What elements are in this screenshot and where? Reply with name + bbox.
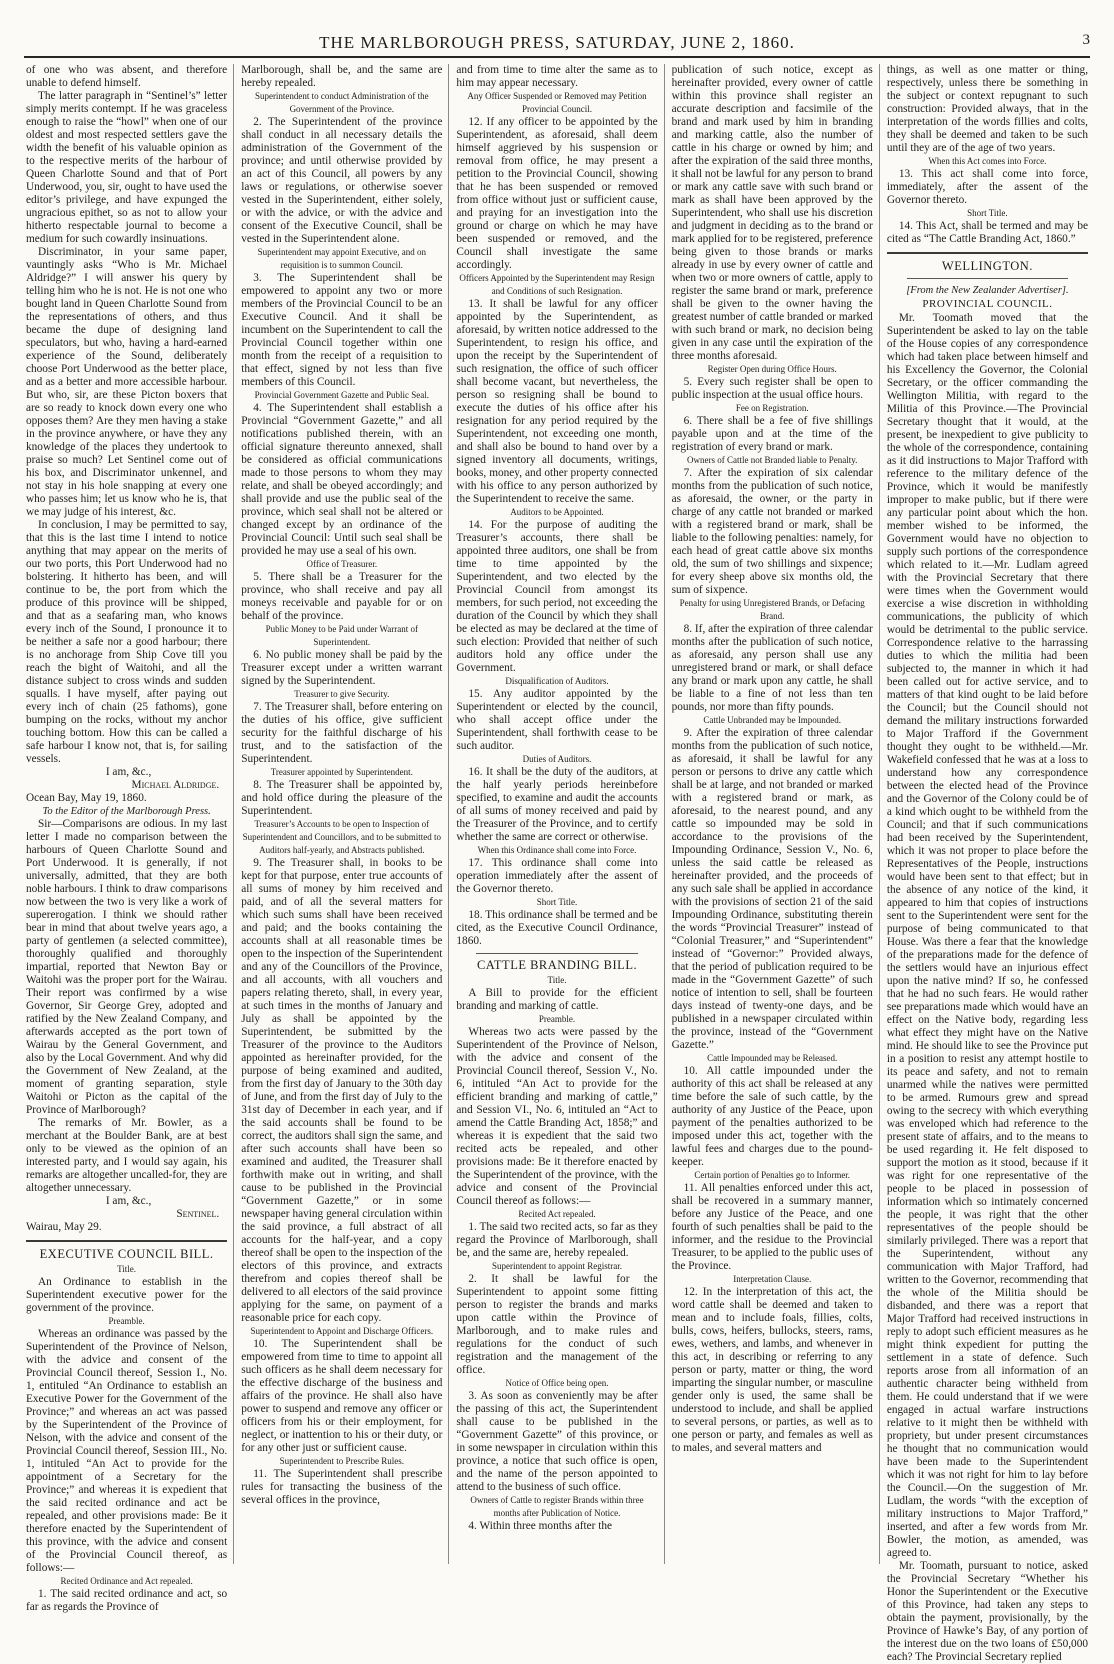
side-heading: Short Title. xyxy=(967,208,1008,218)
paragraph: 1. The said recited ordinance and act, so far as regards the Province of xyxy=(26,1588,228,1613)
side-heading: Disqualification of Auditors. xyxy=(505,676,609,686)
paragraph: 1. The said two recited acts, so far as they regard the Province of Marlborough, shall be, and the same are, hereby repealed. xyxy=(456,1221,658,1259)
side-heading: Recited Act repealed. xyxy=(518,1209,596,1219)
side-heading: Cattle Unbranded may be Impounded. xyxy=(703,715,842,725)
masthead xyxy=(24,30,1090,58)
side-heading: Certain portion of Penalties go to Informer. xyxy=(694,1170,851,1180)
section-divider xyxy=(907,278,1068,279)
paragraph: 4. Within three months after the xyxy=(468,1520,613,1532)
paragraph: 14. For the purpose of auditing the Treasurer’s accounts, there shall be appointed three auditors, one shall be from time to time appointed by the Superintendent, and two elected by the Provincial Council from amongst its members, for such period, not exceeding the duration of the Council by which they shall be elected as may be declared at the time of such election: Provided that neither of such auditors hold any office under the Government. xyxy=(456,519,658,674)
paragraph: 3. The Superintendent shall be empowered to appoint any two or more members of the Provincial Council to be an Executive Council. And it shall be incumbent on the Superintendent to call the Provincial Council together within one month from the receipt of a requisition to that effect, signed by not less than five members of this Council. xyxy=(241,272,443,388)
paragraph: of one who was absent, and therefore unable to defend himself. xyxy=(26,64,228,89)
paragraph: Sir—Comparisons are odious. In my last letter I made no comparison between the harbours of Queen Charlotte Sound and Port Underwood. It is generally, if not universally, admitted, that they are both noble harbours. I think to draw comparisons now between the two is very like a work of supererogation. I think we should rather bear in mind that about twelve years ago, a party of gentlemen (a selected committee), thoroughly qualified and thoroughly impartial, reported that Newton Bay or Waitohi was the proper port for the Wairau. Their report was confirmed by a wise Governor, Sir George Grey, adopted and ratified by the New Zealand Company, and afterwards accepted as the port town of Wairau by the General Government, and also by the Local Government. And why did the Government of New Zealand, at the moment of granting separation, style Waitohi or Picton as the capital of the Province of Marlborough? xyxy=(26,818,228,1116)
page-number: 3 xyxy=(1082,32,1090,48)
paragraph: In conclusion, I may be permitted to say, that this is the last time I intend to notice anything that may appear on the merits of our two ports, this Port Underwood had no bolstering. It hitherto has been, and will continue to be, the port from which the produce of this province will be shipped, and that as a seafaring man, who knows every inch of the Sound, I pronounce it to be neither a safe nor a good harbour; there is no anchorage from Ship Cove till you reach the bight of Waitohi, and all the distance subject to cross winds and sudden squalls. I have myself, after paying out every inch of chain (25 fathoms), gone bumping on the rocks, without my anchor touching bottom. How this can be called a safe harbour I know not, that is, for sailing vessels. xyxy=(26,519,228,765)
section-divider xyxy=(887,252,1088,254)
section-divider xyxy=(476,953,637,954)
paragraph: 7. The Treasurer shall, before entering on the duties of his office, give sufficient security for the faithful discharge of his trust, and to the satisfaction of the Superintendent. xyxy=(241,701,443,765)
side-heading: Treasurer to give Security. xyxy=(294,689,390,699)
side-heading: Treasurer appointed by Superintendent. xyxy=(270,767,413,777)
paragraph: 8. The Treasurer shall be appointed by, and hold office during the pleasure of the Superintendent. xyxy=(241,779,443,817)
paragraph: 11. The Superintendent shall prescribe rules for transacting the business of the several offices in the province, xyxy=(241,1468,443,1506)
paragraph: An Ordinance to establish in the Superintendent executive power for the government of the province. xyxy=(26,1276,228,1314)
side-heading: Title. xyxy=(547,975,567,985)
paragraph: Mr. Toomath, pursuant to notice, asked the Provincial Secretary “Whether his Honor the Superintendent or the Executive of this Province, had taken any steps to obtain the payment, provisionally, by the Province of Hawke’s Bay, of any portion of the interest due on the two loans of £50,000 each? The Provincial Secretary replied xyxy=(886,1560,1089,1663)
side-heading: Superintendent to Prescribe Rules. xyxy=(279,1456,405,1466)
side-heading: Any Officer Suspended or Removed may Petition Provincial Council. xyxy=(467,91,647,114)
bill-title: EXECUTIVE COUNCIL BILL. xyxy=(39,1247,214,1261)
paragraph: 10. The Superintendent shall be empowered from time to time to appoint all such officers as he shall deem necessary for the effective discharge of the business and affairs of the province. He shall also have power to suspend and remove any officer or officers from his or their employment, for neglect, or inattention to his or their duty, or for any other just or sufficient cause. xyxy=(241,1338,443,1454)
paragraph: Mr. Toomath moved that the Superintendent be asked to lay on the table of the House copies of any correspondence which had taken place between himself and his Excellency the Governor, the Colonial Secretary, or the officer commanding the Wellington Militia, with regard to the Militia of this Province.—The Provincial Secretary thought that it would, at the present, be inexpedient to give publicity to the whole of the correspondence, containing as it did instructions to Major Trafford with reference to the military defence of the Province, which it would be manifestly improper to make public, but if there were any particular point about which the hon. member wished to be informed, the Government would have no objection to supply such portions of the correspondence which related to it.—Mr. Ludlam agreed with the Provincial Secretary that there were times when the Government would exercise a wise discretion in withholding communications, the publicity of which would be detrimental to the public service. Correspondence relative to the harrassing duties to which the militia had been subjected to, the manner in which it had been called out for active service, and to matters of that kind ought to be laid before the Council; but the Council should not demand the military instructions forwarded to Major Trafford if the Government thought they ought to be withheld.—Mr. Wakefield confessed that he was at a loss to understand how any correspondence between the elected head of the Province and the Governor of the Colony could be of a kind which ought to be withheld from the Council; and that if such communications had been received by the Superintendent, which it was not proper to place before the Representatives of the People, instructions would have been sent to that effect; but in the absence of any notice of the kind, it appeared to him that copies of instructions sent to the Superintendent were sent for the purpose of being communicated to that House. Was there a fear that the knowledge of the preparations made for the defence of the settlers would have an injurious effect upon the native mind? If so, he confessed that he had no such fears. He would rather see preparations made which would have an effect on the Native body, regarding less what effect they might have on the Native mind. He should like to see the Province put in a position to resist any attempt hostile to its peace and safety, and not to remain unarmed while the natives were permitted to be armed. Rumours grew and spread owing to the secrecy with which everything was enveloped which had reference to the present state of affairs, and to the means to be used regarding it. He felt disposed to support the motion as it stood, because if it was right for one representative of the people to be placed in possession of information which so intimately concerned the people, it was right that the other representatives of the people should be similarly privileged. There was a report that the Superintendent, without any communication with Major Trafford, had written to the Governor, recommending that the whole of the Militia should be disbanded, and there was a report that Major Trafford had received instructions in reply to adopt such efficient measures as he might think expedient for putting the settlement in a state of defence. Such reports arose from all information of an authentic character being withheld from them. He could understand that if we were engaged in actual warfare instructions relative to it might then be withheld with propriety, but under present circumstances he thought that no communication would have been made to the Superintendent which it was not right for him to lay before the Council.—On the suggestion of Mr. Ludlam, the words “with the exception of military instructions to Major Trafford,” inserted, and after a few words from Mr. Bowler, the motion, as amended, was agreed to. xyxy=(886,312,1089,1559)
paragraph: 5. There shall be a Treasurer for the province, who shall receive and pay all moneys receivable and payable for or on behalf of the province. xyxy=(241,571,443,622)
paragraph: 6. No public money shall be paid by the Treasurer except under a written warrant signed by the Superintendent. xyxy=(241,649,443,687)
paragraph: 16. It shall be the duty of the auditors, at the half yearly periods hereinbefore specified, to examine and audit the accounts of all sums of money received and paid by the Treasurer of the Province, and to certify whether the same are correct or otherwise. xyxy=(456,766,658,843)
side-heading: Superintendent may appoint Executive, and on requisition is to summon Council. xyxy=(257,247,427,270)
paragraph: Whereas two acts were passed by the Superintendent of the Province of Nelson, with the advice and consent of the Provincial Council thereof, Session V., No. 6, intituled “An Act to provide for the efficient branding and marking of cattle,” and Session VI., No. 6, intituled an “Act to amend the Cattle Branding Act, 1858;” and whereas it is expedient that the said two recited acts be repealed, and other provisions made: Be it therefore enacted by the Superintendent of the province, with the advice and consent of the Provincial Council thereof as follows:— xyxy=(456,1026,658,1207)
paragraph: 7. After the expiration of six calendar months from the publication of such notice, as aforesaid, the owner, or the party in charge of any cattle not branded or marked with a registered brand or mark, shall be liable to the following penalties: namely, for each head of great cattle above six months old, the sum of two shillings and sixpence; for every sheep above six months old, the sum of sixpence. xyxy=(671,467,873,596)
side-heading: Recited Ordinance and Act repealed. xyxy=(60,1576,193,1586)
side-heading: Notice of Office being open. xyxy=(505,1378,609,1388)
column-4 xyxy=(672,64,880,1564)
paragraph: 2. It shall be lawful for the Superintendent to appoint some fitting person to register the brands and marks upon cattle within the Province of Marlborough, and to make rules and regulations for the conduct of such registration and the management of the office. xyxy=(456,1273,658,1376)
paragraph: The remarks of Mr. Bowler, as a merchant at the Boulder Bank, are at best only to be viewed as the opinion of an interested party, and I would say again, his remarks are altogether uncalled-for, they are altogether unnecessary. xyxy=(26,1117,228,1194)
paragraph: 15. Any auditor appointed by the Superintendent or elected by the council, who shall accept office under the Superintendent, shall forthwith cease to be such auditor. xyxy=(456,688,658,752)
paragraph: 2. The Superintendent of the province shall conduct in all necessary details the administration of the Government of the province; and until otherwise provided by an act of this Council, all powers by any laws or regulations, or otherwise soever vested in the Superintendent, either solely, or with the advice, or with the advice and consent of the Executive Council, shall be vested in the Superintendent alone. xyxy=(241,116,443,245)
letter-closing: I am, &c., xyxy=(105,766,152,778)
paragraph: 12. In the interpretation of this act, the word cattle shall be deemed and taken to mean and to include foals, fillies, colts, bulls, cows, heifers, bullocks, steers, rams, ewes, wethers, and lambs, and whenever in this act, in describing or referring to any person or party, matter or thing, the word imparting the singular number, or masculine gender only is used, the same shall be understood to include, and shall be applied to several persons, or parties, as well as to one person or party, and females as well as to males, and several matters and xyxy=(671,1286,873,1454)
paragraph: 14. This Act, shall be termed and may be cited as “The Cattle Branding Act, 1860.” xyxy=(886,220,1089,245)
dateline: Wairau, May 29. xyxy=(26,1221,102,1233)
side-heading: Officers Appointed by the Superintendent may Resign and Conditions of such Resignation. xyxy=(459,273,655,296)
side-heading: When this Ordinance shall come into Force. xyxy=(477,845,637,855)
letter-signature: Michael Aldridge. xyxy=(131,779,220,791)
paragraph: 9. After the expiration of three calendar months from the publication of such notice, as aforesaid, it shall be lawful for any person or persons to drive any cattle which shall be at large, and not branded or marked with a registered brand or mark, as aforesaid, to the nearest pound, and any cattle so impounded may be sold in accordance to the provisions of the Impounding Ordinance, Session V., No. 6, unless the said cattle be released as hereinafter provided, and the proceeds of any such sale shall be applied in accordance with the provisions of section 21 of the said Impounding Ordinance, substituting therein the words “Provincial Treasurer” instead of “Colonial Treasurer,” and “Superintendent” instead of “Governor:” Provided always, that the period of publication required to be made in the “Government Gazette” of such notice of intention to sell, shall be fourteen days instead of twenty-one days, and be published in a newspaper circulated within the province, instead of the “Government Gazette.” xyxy=(671,727,873,1051)
side-heading: Preamble. xyxy=(108,1316,145,1326)
paragraph: 18. This ordinance shall be termed and be cited, as the Executive Council Ordinance, 1860. xyxy=(456,909,658,947)
paragraph: 13. This act shall come into force, immediately, after the assent of the Governor thereto. xyxy=(886,168,1089,206)
side-heading: Cattle Impounded may be Released. xyxy=(707,1053,838,1063)
side-heading: Office of Treasurer. xyxy=(306,559,378,569)
masthead-title: THE MARLBOROUGH PRESS, SATURDAY, JUNE 2, 1860. xyxy=(319,33,795,52)
source-note: [From the New Zealander Advertiser]. xyxy=(906,285,1069,296)
section-title: WELLINGTON. xyxy=(941,259,1033,273)
paragraph: 6. There shall be a fee of five shillings payable upon and at the time of the registration of every brand or mark. xyxy=(671,415,873,453)
letter-heading: To the Editor of the Marlborough Press. xyxy=(42,806,211,817)
paragraph: Whereas an ordinance was passed by the Superintendent of the Province of Nelson, with the advice and consent of the Provincial Council thereof, Session I., No. 1, entituled “An Ordinance to establish an Executive Power for the Government of the Province;” and whereas an act was passed by the Superintendent of the Province of Nelson, with the advice and consent of the Provincial Council thereof, Session III., No. 1, intituled “An Act to provide for the appointment of a Secretary for the Province;” and whereas it is expedient that the said recited ordinance and act be repealed, and other provisions made: Be it therefore enacted by the Superintendent of this province, with the advice and consent of the Provincial Council thereof, as follows:— xyxy=(26,1328,228,1574)
letter-signature: Sentinel. xyxy=(176,1208,220,1220)
paragraph: things, as well as one matter or thing, respectively, unless there be something in the subject or context repugnant to such construction: Provided always, that in the interpretation of the words fillies and colts, they shall be deemed and taken to be such until they are of the age of two years. xyxy=(886,64,1089,154)
side-heading: Short Title. xyxy=(536,897,578,907)
side-heading: Title. xyxy=(117,1264,137,1274)
bill-title: CATTLE BRANDING BILL. xyxy=(476,958,638,972)
side-heading: Superintendent to Appoint and Discharge Officers. xyxy=(250,1326,434,1336)
side-heading: Interpretation Clause. xyxy=(733,1274,812,1284)
side-heading: Preamble. xyxy=(538,1014,576,1024)
side-heading: Fee on Registration. xyxy=(735,403,809,413)
side-heading: Auditors to be Appointed. xyxy=(510,507,604,517)
side-heading: When this Act comes into Force. xyxy=(928,156,1047,166)
paragraph: 8. If, after the expiration of three calendar months after the publication of such notice, as aforesaid, any person shall use any unregistered brand or mark, or shall deface any brand or mark upon any cattle, he shall be liable to a fine of not less than ten pounds, nor more than fifty pounds. xyxy=(671,623,873,713)
paragraph: Marlborough, shall be, and the same are hereby repealed. xyxy=(241,64,443,89)
paragraph: publication of such notice, except as hereinafter provided, every owner of cattle within this province shall register an accurate description and facsimile of the brand and mark used by him in branding and marking cattle, also the number of cattle in his charge or owned by him; and after the expiration of the said three months, it shall not be lawful for any person to brand or mark any cattle save with such brand or mark as shall have been approved by the Superintendent, who shall use his discretion and judgment in deciding as to the brand or mark applied for to be registered, preference being given to those brands or marks already in use by every owner of cattle and when two or more owners of cattle, apply to register the same brand or mark, preference shall be given to the owner having the greatest number of cattle branded or marked with such brand or mark, no decision being given in any case until the expiration of the three months aforesaid. xyxy=(671,64,873,362)
side-heading: Owners of Cattle to register Brands within three months after Publication of Notice. xyxy=(470,1495,644,1518)
paragraph: 3. As soon as conveniently may be after the passing of this act, the Superintendent shall cause to be published in the “Government Gazette” of this province, or in some newspaper in circulation within this province, a notice that such office is open, and the name of the person appointed to attend to the business of such office. xyxy=(456,1390,658,1493)
dateline: Ocean Bay, May 19, 1860. xyxy=(26,792,147,804)
side-heading: Duties of Auditors. xyxy=(522,754,592,764)
paragraph: and from time to time alter the same as to him may appear necessary. xyxy=(456,64,658,89)
side-heading: Public Money to be Paid under Warrant of Superintendent. xyxy=(265,624,418,647)
side-heading: Register Open during Office Hours. xyxy=(707,364,837,374)
paragraph: Discriminator, in your same paper, vauntingly asks “Who is Mr. Michael Aldridge?” I will answer his query by telling him who he is not. He is not one who bought land in Queen Charlotte Sound from the representations of others, and thus became the dupe of designing land speculators, but who, having a hard-earned experience of the Sound, deliberately choose Port Underwood as the better place, and as a better and more accessible harbour. But who, sir, are these Picton boxers that are so ready to knock down every one who opposes them? Are they men having a stake in the province anywhere, or have they any knowledge of the places they undertook to praise so much? Let Sentinel come out of his box, and Discriminator unkennel, and not stay in his hole snapping at every one who passes him; let us know who he is, that we may judge of his interest, &c. xyxy=(26,246,228,518)
section-divider xyxy=(26,1240,227,1242)
sub-title: PROVINCIAL COUNCIL. xyxy=(922,298,1053,310)
side-heading: Provincial Government Gazette and Public Seal. xyxy=(254,390,430,400)
column-1 xyxy=(26,64,234,1613)
columns xyxy=(26,64,1089,1663)
side-heading: Penalty for using Unregistered Brands, or Defacing Brand. xyxy=(679,598,865,621)
side-heading: Superintendent to conduct Administration of the Government of the Province. xyxy=(254,91,429,114)
paragraph: A Bill to provide for the efficient branding and marking of cattle. xyxy=(456,987,658,1012)
side-heading: Treasurer’s Accounts to be open to Inspection of Superintendent and Councillors, and to be submitted to Auditors half-yearly, and Abstracts published. xyxy=(242,819,442,855)
column-5 xyxy=(886,64,1089,1663)
side-heading: Owners of Cattle not Branded liable to Penalty. xyxy=(687,455,858,465)
paragraph: 12. If any officer to be appointed by the Superintendent, as aforesaid, shall deem himself aggrieved by his suspension or removal from office, he may present a petition to the Provincial Council, showing that he has been suspended or removed from office without just or sufficient cause, and praying for an investigation into the ground or charge on which he may have been suspended or removed, and the Council shall investigate the same accordingly. xyxy=(456,116,658,271)
column-3 xyxy=(456,64,664,1564)
paragraph: 5. Every such register shall be open to public inspection at the usual office hours. xyxy=(671,376,873,401)
side-heading: Superintendent to appoint Registrar. xyxy=(492,1261,622,1271)
paragraph: 10. All cattle impounded under the authority of this act shall be released at any time before the sale of such cattle, by the authority of any Justice of the Peace, upon payment of the penalties authorized to be imposed under this act, together with the lawful fees and charges due to the pound-keeper. xyxy=(671,1065,873,1168)
paragraph: 13. It shall be lawful for any officer appointed by the Superintendent, as aforesaid, by written notice addressed to the Superintendent, to resign his office, and upon the receipt by the Superintendent of such resignation, the office of such officer shall become vacant, but nevertheless, the person so resigning shall be bound to execute the duties of his office after his resignation for any period required by the Superintendent, not exceeding one month, and shall also be bound to hand over by a signed inventory all documents, writings, books, money, and other property connected with his office to any person authorized by the Superintendent to receive the same. xyxy=(456,298,658,505)
paragraph: 9. The Treasurer shall, in books to be kept for that purpose, enter true accounts of all sums of money by him received and paid, and of all the several matters for which such sums shall have been received and paid; and the books containing the accounts shall at all reasonable times be open to the inspection of the Superintendent and any of the Councillors of the Province, and all accounts, with all vouchers and papers relating thereto, shall, in every year, at such times in the months of January and July as shall be appointed by the Superintendent, be submitted by the Treasurer of the province to the Auditors appointed as hereinafter provided, for the purpose of being examined and audited, from the first day of January to the 30th day of June, and from the first day of July to the 31st day of December in each year, and if the said accounts shall be found to be correct, the auditors shall sign the same, and after such accounts shall have been so examined and audited, the Treasurer shall forthwith make out in writing, and shall cause to be published in the Provincial “Government Gazette,” or in some newspaper having general circulation within the said province, a full abstract of all accounts for the half-year, and a copy thereof shall be open to the inspection of the electors of this province, and extracts therefrom and copies thereof shall be delivered to all electors of the said province applying for the same, on payment of a reasonable price for each copy. xyxy=(241,857,443,1324)
paragraph: 17. This ordinance shall come into operation immediately after the assent of the Governor thereto. xyxy=(456,857,658,895)
letter-closing: I am, &c., xyxy=(105,1195,152,1207)
column-2 xyxy=(241,64,449,1564)
paragraph: 11. All penalties enforced under this act, shall be recovered in a summary manner, before any Justice of the Peace, and one fourth of such penalties shall be paid to the informer, and the residue to the Provincial Treasurer, to be applied to the public uses of the Province. xyxy=(671,1182,873,1272)
paragraph: 4. The Superintendent shall establish a Provincial “Government Gazette,” and all notifications published therein, with an official signature thereunto annexed, shall be considered as official communications made to those persons to whom they may relate, and shall be obeyed accordingly; and shall provide and use the public seal of the province, which seal shall not be altered or changed except by an ordinance of the Provincial Council: Until such seal shall be provided he may use a seal of his own. xyxy=(241,402,443,557)
paragraph: The latter paragraph in “Sentinel’s” letter simply merits contempt. If he was graceless enough to raise the “howl” when one of our oldest and most respected settlers gave the width the benefit of his valuable opinion as to the respective merits of the harbour of Queen Charlotte Sound and that of Port Underwood, you, sir, ought to have used the editor’s privilege, and have expunged the ungracious epithet, so as not to allow your hitherto respectable journal to become a medium for such cowardly insinuations. xyxy=(26,90,228,245)
